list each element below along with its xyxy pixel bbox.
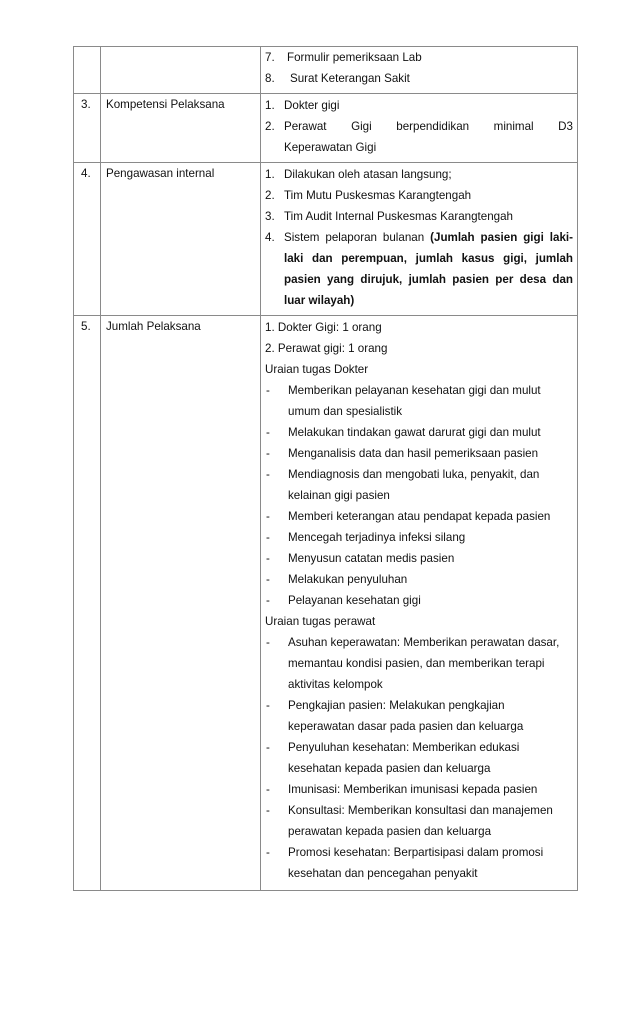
dokter-task-list bbox=[265, 380, 573, 611]
item-text: Memberi keterangan atau pendapat kepada pasien bbox=[288, 510, 551, 523]
list-item bbox=[265, 164, 573, 185]
row-number: 5. bbox=[74, 316, 101, 891]
row-label: Pengawasan internal bbox=[101, 163, 261, 316]
list-item bbox=[265, 227, 573, 311]
item-text: Menganalisis data dan hasil pemeriksaan pasien bbox=[288, 447, 539, 460]
row-content-cell bbox=[261, 47, 578, 94]
item-text: Formulir pemeriksaan Lab bbox=[287, 51, 422, 64]
item-text: Melakukan tindakan gawat darurat gigi dan mulut bbox=[288, 426, 541, 439]
item-number: 2. bbox=[265, 120, 275, 133]
list-item: - Mendiagnosis dan mengobati luka, penyakit, dan kelainan gigi pasien bbox=[266, 468, 540, 502]
item-text: Melakukan penyuluhan bbox=[288, 573, 408, 586]
item-text: Asuhan keperawatan: Memberikan perawatan dasar, memantau kondisi pasien, dan memberikan terapi aktivitas kelompok bbox=[288, 636, 560, 691]
list-item: - Asuhan keperawatan: Memberikan perawatan dasar, memantau kondisi pasien, dan memberikan terapi aktivitas kelompok bbox=[266, 636, 560, 691]
list-item bbox=[265, 116, 573, 158]
row-content-cell bbox=[261, 316, 578, 891]
list-item: - Melakukan tindakan gawat darurat gigi dan mulut bbox=[266, 426, 541, 439]
row-content-cell bbox=[261, 163, 578, 316]
list-item: - Promosi kesehatan: Berpartisipasi dalam promosi kesehatan dan pencegahan penyakit bbox=[266, 846, 544, 880]
row-content-cell bbox=[261, 94, 578, 163]
numbered-list bbox=[265, 95, 573, 158]
list-item bbox=[265, 206, 573, 227]
list-item: - Konsultasi: Memberikan konsultasi dan manajemen perawatan kepada pasien dan keluarga bbox=[266, 804, 553, 838]
list-item: - Melakukan penyuluhan bbox=[266, 573, 408, 586]
section-heading: Uraian tugas Dokter bbox=[265, 363, 369, 376]
row-number: 3. bbox=[74, 94, 101, 163]
table-row bbox=[74, 163, 578, 316]
item-text: Promosi kesehatan: Berpartisipasi dalam promosi kesehatan dan pencegahan penyakit bbox=[288, 846, 544, 880]
list-item bbox=[265, 185, 573, 206]
list-item: - Mencegah terjadinya infeksi silang bbox=[266, 531, 466, 544]
item-text: Dilakukan oleh atasan langsung; bbox=[284, 168, 452, 181]
item-text: Dokter gigi bbox=[284, 99, 340, 112]
item-text: Penyuluhan kesehatan: Memberikan edukasi kesehatan kepada pasien dan keluarga bbox=[288, 741, 520, 775]
item-text: Mencegah terjadinya infeksi silang bbox=[288, 531, 466, 544]
list-item: - Pengkajian pasien: Melakukan pengkajian keperawatan dasar pada pasien dan keluarga bbox=[266, 699, 524, 733]
item-number: 7. bbox=[265, 51, 275, 64]
item-number: 2. bbox=[265, 189, 275, 202]
list-item bbox=[265, 68, 573, 89]
item-number: 3. bbox=[265, 210, 275, 223]
item-text: Tim Audit Internal Puskesmas Karangtengah bbox=[284, 210, 513, 223]
list-item bbox=[265, 47, 573, 68]
item-text: Tim Mutu Puskesmas Karangtengah bbox=[284, 189, 472, 202]
item-text-line: Keperawatan Gigi bbox=[284, 141, 377, 154]
item-text: Konsultasi: Memberikan konsultasi dan manajemen perawatan kepada pasien dan keluarga bbox=[288, 804, 553, 838]
table-row bbox=[74, 94, 578, 163]
item-number: 4. bbox=[265, 231, 275, 244]
row-number-cell bbox=[74, 47, 101, 94]
numbered-list bbox=[265, 164, 573, 311]
item-text: Memberikan pelayanan kesehatan gigi dan mulut umum dan spesialistik bbox=[288, 384, 541, 418]
item-text: Imunisasi: Memberikan imunisasi kepada pasien bbox=[288, 783, 538, 796]
row-number: 4. bbox=[74, 163, 101, 316]
sop-table bbox=[73, 46, 578, 891]
list-item: - Menyusun catatan medis pasien bbox=[266, 552, 455, 565]
row-label: Kompetensi Pelaksana bbox=[101, 94, 261, 163]
staff-count: 1. Dokter Gigi: 1 orang bbox=[265, 321, 382, 334]
section-heading: Uraian tugas perawat bbox=[265, 615, 376, 628]
item-bold-text: (Jumlah pasien gigi laki-laki dan perempuan, jumlah kasus gigi, jumlah pasien yang dirujuk, jumlah pasien per desa dan luar wilayah) bbox=[284, 231, 573, 307]
table-row bbox=[74, 47, 578, 94]
list-item: - Imunisasi: Memberikan imunisasi kepada pasien bbox=[266, 783, 538, 796]
list-item: - Memberi keterangan atau pendapat kepada pasien bbox=[266, 510, 551, 523]
numbered-list bbox=[265, 47, 573, 89]
item-number: 1. bbox=[265, 168, 275, 181]
perawat-task-list bbox=[265, 632, 573, 884]
item-text: Sistem pelaporan bulanan bbox=[284, 231, 431, 244]
item-text: Pelayanan kesehatan gigi bbox=[288, 594, 421, 607]
item-text-line: Perawat Gigi berpendidikan minimal D3 bbox=[284, 120, 573, 133]
row-label-cell bbox=[101, 47, 261, 94]
row-label: Jumlah Pelaksana bbox=[101, 316, 261, 891]
staff-count: 2. Perawat gigi: 1 orang bbox=[265, 342, 388, 355]
list-item: - Pelayanan kesehatan gigi bbox=[266, 594, 421, 607]
item-number: 8. bbox=[265, 72, 275, 85]
list-item bbox=[265, 95, 573, 116]
item-text: Pengkajian pasien: Melakukan pengkajian keperawatan dasar pada pasien dan keluarga bbox=[288, 699, 524, 733]
item-number: 1. bbox=[265, 99, 275, 112]
item-text: Mendiagnosis dan mengobati luka, penyakit, dan kelainan gigi pasien bbox=[288, 468, 540, 502]
item-text: Surat Keterangan Sakit bbox=[290, 72, 410, 85]
list-item: - Penyuluhan kesehatan: Memberikan edukasi kesehatan kepada pasien dan keluarga bbox=[266, 741, 520, 775]
list-item: - Menganalisis data dan hasil pemeriksaan pasien bbox=[266, 447, 539, 460]
list-item: - Memberikan pelayanan kesehatan gigi dan mulut umum dan spesialistik bbox=[266, 384, 541, 418]
table-row bbox=[74, 316, 578, 891]
item-text: Menyusun catatan medis pasien bbox=[288, 552, 455, 565]
